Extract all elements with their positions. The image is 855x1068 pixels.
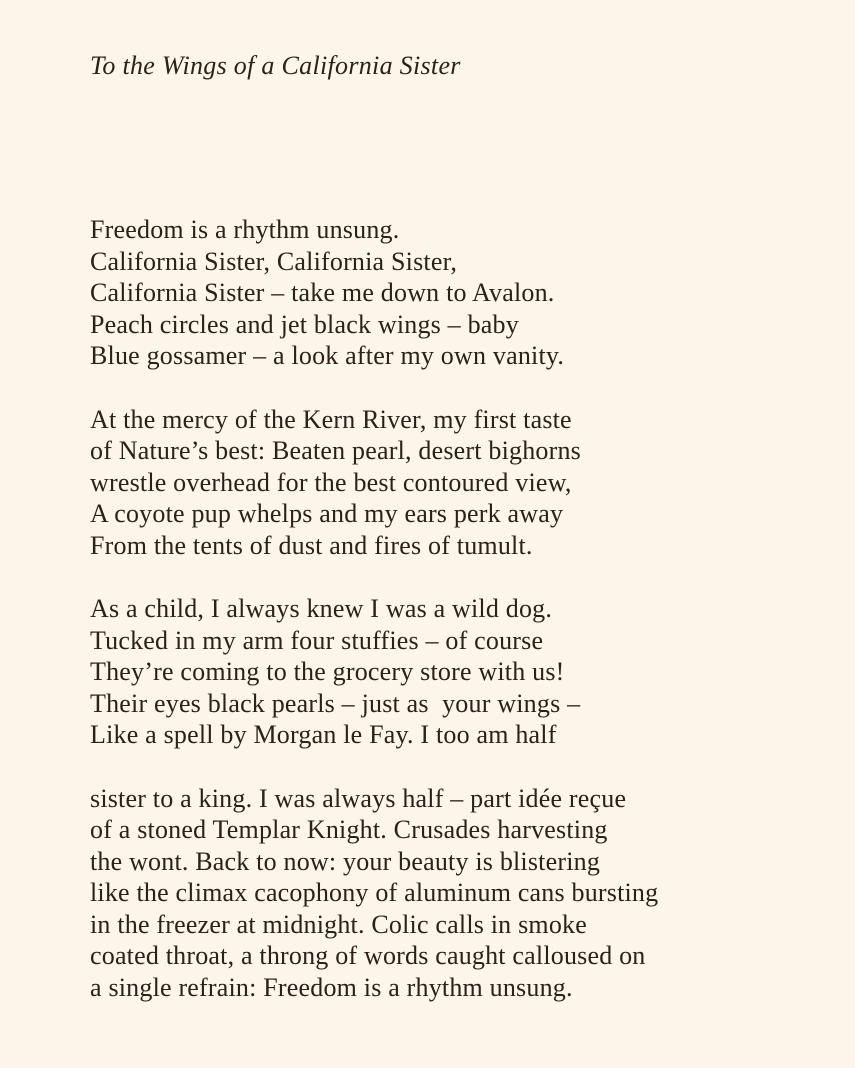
poem-line: Tucked in my arm four stuffies – of course	[90, 625, 544, 655]
poem-line: From the tents of dust and fires of tumult.	[90, 530, 533, 560]
poem-line: California Sister, California Sister,	[90, 246, 458, 276]
stanza	[90, 783, 815, 1004]
poem-line: Freedom is a rhythm unsung.	[90, 215, 400, 244]
poem-body	[90, 214, 815, 1003]
poem-line: A coyote pup whelps and my ears perk away	[90, 499, 564, 528]
poem-line: like the climax cacophony of aluminum cans bursting	[90, 878, 659, 907]
poem-line: As a child, I always knew I was a wild dog.	[90, 594, 553, 623]
poem-line: sister to a king. I was always half – part idée reçue	[90, 783, 627, 813]
poem-line: They’re coming to the grocery store with us!	[90, 657, 565, 686]
stanza	[90, 214, 815, 372]
stanza	[90, 404, 815, 562]
poem-line: At the mercy of the Kern River, my first taste	[90, 404, 572, 434]
poem-line: Like a spell by Morgan le Fay. I too am half	[90, 720, 557, 749]
stanza	[90, 593, 815, 751]
poem-line: of Nature’s best: Beaten pearl, desert bighorns	[90, 436, 581, 465]
poem-line: the wont. Back to now: your beauty is blistering	[90, 846, 601, 876]
poem-line: wrestle overhead for the best contoured view,	[90, 467, 572, 497]
poem-line: a single refrain: Freedom is a rhythm unsung.	[90, 972, 573, 1002]
poem-title: To the Wings of a California Sister	[90, 51, 461, 80]
poem-line: Blue gossamer – a look after my own vanity.	[90, 341, 565, 370]
poem-line: coated throat, a throng of words caught calloused on	[90, 941, 646, 970]
poem-line: in the freezer at midnight. Colic calls in smoke	[90, 909, 587, 939]
poem-line: of a stoned Templar Knight. Crusades harvesting	[90, 815, 608, 844]
poem-line: California Sister – take me down to Avalon.	[90, 278, 555, 307]
poem-line: Their eyes black pearls – just as your wings –	[90, 688, 581, 718]
poem-line: Peach circles and jet black wings – baby	[90, 309, 519, 339]
